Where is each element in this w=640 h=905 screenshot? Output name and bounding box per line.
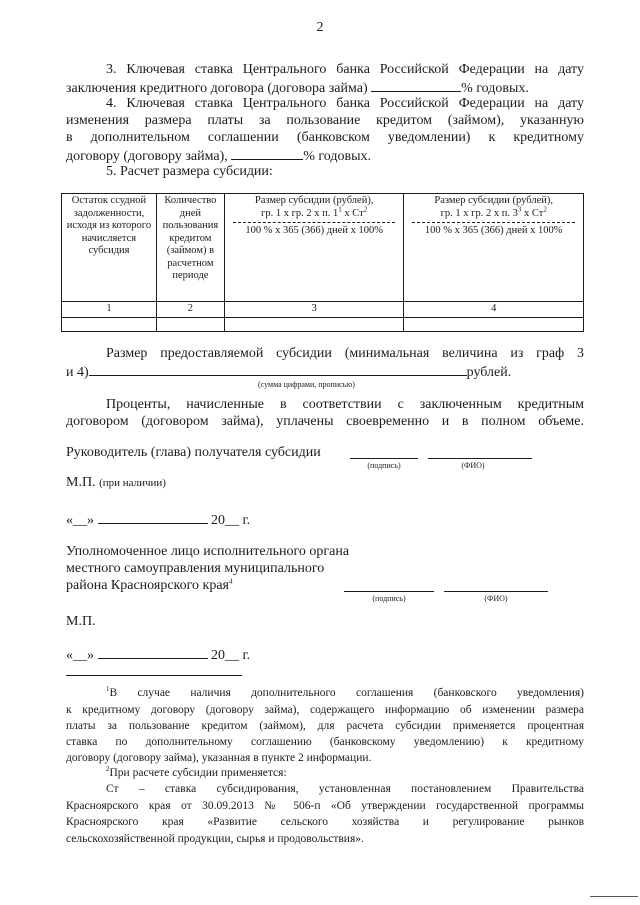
subsidy-size-line-2 xyxy=(66,362,584,381)
subsidy-amount-caption: (сумма цифрами, прописью) xyxy=(258,380,355,389)
formula-1-rate: х Ст xyxy=(341,207,364,219)
column-number-1: 1 xyxy=(62,302,157,318)
key-rate-blank-1 xyxy=(371,78,461,92)
header-subsidy-formula-2 xyxy=(404,194,584,302)
table-header-row xyxy=(62,194,584,302)
official-fio-caption: (ФИО) xyxy=(484,594,508,603)
official-signature-caption: (подпись) xyxy=(372,594,406,603)
footnote-2-line-1 xyxy=(106,766,287,780)
footnote-1-number: 1 xyxy=(106,685,110,694)
head-signature-label: Руководитель (глава) получателя субсидии xyxy=(66,445,321,460)
official-region: района Красноярского края xyxy=(66,578,229,593)
column-number-4: 4 xyxy=(404,302,584,318)
date-2-month-blank xyxy=(98,645,208,659)
date-1-month-blank xyxy=(98,510,208,524)
interest-line-1: Проценты, начисленные в соответствии с заключенным кредитным xyxy=(106,397,584,412)
subsidy-size-text: и 4) xyxy=(66,365,89,380)
header-days-count: Количество дней пользования кредитом (займом) в расчетном периоде xyxy=(156,194,224,302)
head-fio-line xyxy=(428,458,532,459)
official-fio-line xyxy=(444,591,548,592)
footnote-1-line-2: к кредитному договору (договору займа), содержащего информацию об изменении размера xyxy=(66,704,584,716)
official-footnote-ref: 4 xyxy=(229,577,233,586)
footnote-2-line-2: Ст – ставка субсидирования, установленная постановлением Правительства xyxy=(106,783,584,795)
footnote-2-line-5: сельскохозяйственной продукции, сырья и продовольствия». xyxy=(66,833,364,845)
official-signature-line xyxy=(344,591,434,592)
date-line-1 xyxy=(66,510,250,529)
footnote-2-line-4: Красноярского края «Развитие сельского хозяйства и регулирование рынков xyxy=(66,816,584,828)
paragraph-4-line-3: в дополнительном соглашении (банковском уведомлении) к кредитному xyxy=(66,130,584,145)
formula-1-denominator: 100 % х 365 (366) дней х 100% xyxy=(245,225,383,236)
paragraph-4-line-1: 4. Ключевая ставка Центрального банка Российской Федерации на дату xyxy=(106,96,584,111)
date-2-year: 20__ г. xyxy=(211,648,251,663)
formula-2-sup-1: 3 xyxy=(517,205,522,213)
head-fio-caption: (ФИО) xyxy=(461,461,485,470)
footnote-1-line-5: договору (договору займа), указанная в пункте 2 информации. xyxy=(66,752,372,764)
date-line-2 xyxy=(66,645,250,664)
paragraph-5: 5. Расчет размера субсидии: xyxy=(106,164,273,179)
column-number-2: 2 xyxy=(156,302,224,318)
stamp-mp-1: М.П. xyxy=(66,475,96,490)
interest-line-2: договором (договором займа), уплачены своевременно и в полном объеме. xyxy=(66,414,584,429)
formula-2-divider xyxy=(412,222,575,223)
paragraph-3-unit: % годовых. xyxy=(461,81,529,96)
stamp-mp-2: М.П. xyxy=(66,614,96,629)
footnote-2-number: 2 xyxy=(106,765,110,774)
official-line-1: Уполномоченное лицо исполнительного органа xyxy=(66,544,350,559)
table-empty-row xyxy=(62,317,584,331)
empty-cell-2 xyxy=(156,317,224,331)
table-number-row xyxy=(62,302,584,318)
official-line-3 xyxy=(66,577,233,594)
official-line-2: местного самоуправления муниципального xyxy=(66,561,325,576)
paragraph-3-line-1: 3. Ключевая ставка Центрального банка Российской Федерации на дату xyxy=(106,62,584,77)
formula-1-numerator-text: гр. 1 х гр. 2 х п. 1 xyxy=(261,207,339,219)
empty-cell-3 xyxy=(224,317,404,331)
paragraph-4-unit: % годовых. xyxy=(303,149,372,164)
head-signature-caption: (подпись) xyxy=(367,461,401,470)
stamp-note: (при наличии) xyxy=(99,477,166,489)
footnote-2-text-1: При расчете субсидии применяется: xyxy=(109,767,287,779)
column-number-3: 3 xyxy=(224,302,404,318)
paragraph-4-text: договору (договору займа), xyxy=(66,149,228,164)
page-number: 2 xyxy=(316,20,324,35)
subsidy-amount-blank xyxy=(89,362,467,376)
formula-2-denominator: 100 % х 365 (366) дней х 100% xyxy=(424,225,563,236)
scan-edge-mark xyxy=(590,896,638,897)
footnote-2-line-3: Красноярского края от 30.09.2013 № 506-п «Об утверждении государственной программы xyxy=(66,800,584,812)
footnote-1-line-4: ставка по дополнительному соглашению (банковскому уведомлению) к кредитному xyxy=(66,736,584,748)
formula-1-title: Размер субсидии (рублей), xyxy=(254,195,374,206)
paragraph-4-line-2: изменения размера платы за пользование кредитом (займом), указанную xyxy=(66,113,584,128)
formula-1-numerator xyxy=(227,205,402,221)
formula-2-numerator-text: гр. 1 х гр. 2 х п. 3 xyxy=(440,207,518,219)
formula-1-sup-2: 2 xyxy=(363,205,368,213)
footnote-separator xyxy=(66,675,242,676)
empty-cell-4 xyxy=(404,317,584,331)
subsidy-table xyxy=(61,193,584,332)
header-subsidy-formula-1 xyxy=(224,194,404,302)
date-2-day: «__» xyxy=(66,648,94,663)
date-1-day: «__» xyxy=(66,513,94,528)
formula-2-title: Размер субсидии (рублей), xyxy=(434,195,553,206)
subsidy-size-unit: рублей. xyxy=(466,365,512,380)
formula-2-sup-2: 2 xyxy=(543,205,547,213)
subsidy-size-line-1: Размер предоставляемой субсидии (минимальная величина из граф 3 xyxy=(106,346,584,361)
footnote-1-text-1: В случае наличия дополнительного соглашения (банковского уведомления) xyxy=(109,687,584,699)
date-1-year: 20__ г. xyxy=(211,513,251,528)
paragraph-3-text: заключения кредитного договора (договора займа) xyxy=(66,81,368,96)
footnote-1-line-1 xyxy=(106,686,584,700)
formula-1-sup-1: 1 xyxy=(338,205,342,213)
formula-2-rate: х Ст xyxy=(521,207,544,219)
formula-1-divider xyxy=(233,222,396,223)
stamp-place-1 xyxy=(66,474,166,492)
key-rate-blank-2 xyxy=(231,146,303,160)
head-signature-line xyxy=(350,458,418,459)
header-loan-balance: Остаток ссудной задолженности, исходя из которого начисляется субсидия xyxy=(62,194,157,302)
footnote-1-line-3: платы за пользование кредитом (займом), для расчета субсидии применяется процентная xyxy=(66,720,584,732)
empty-cell-1 xyxy=(62,317,157,331)
formula-2-numerator xyxy=(406,205,581,221)
